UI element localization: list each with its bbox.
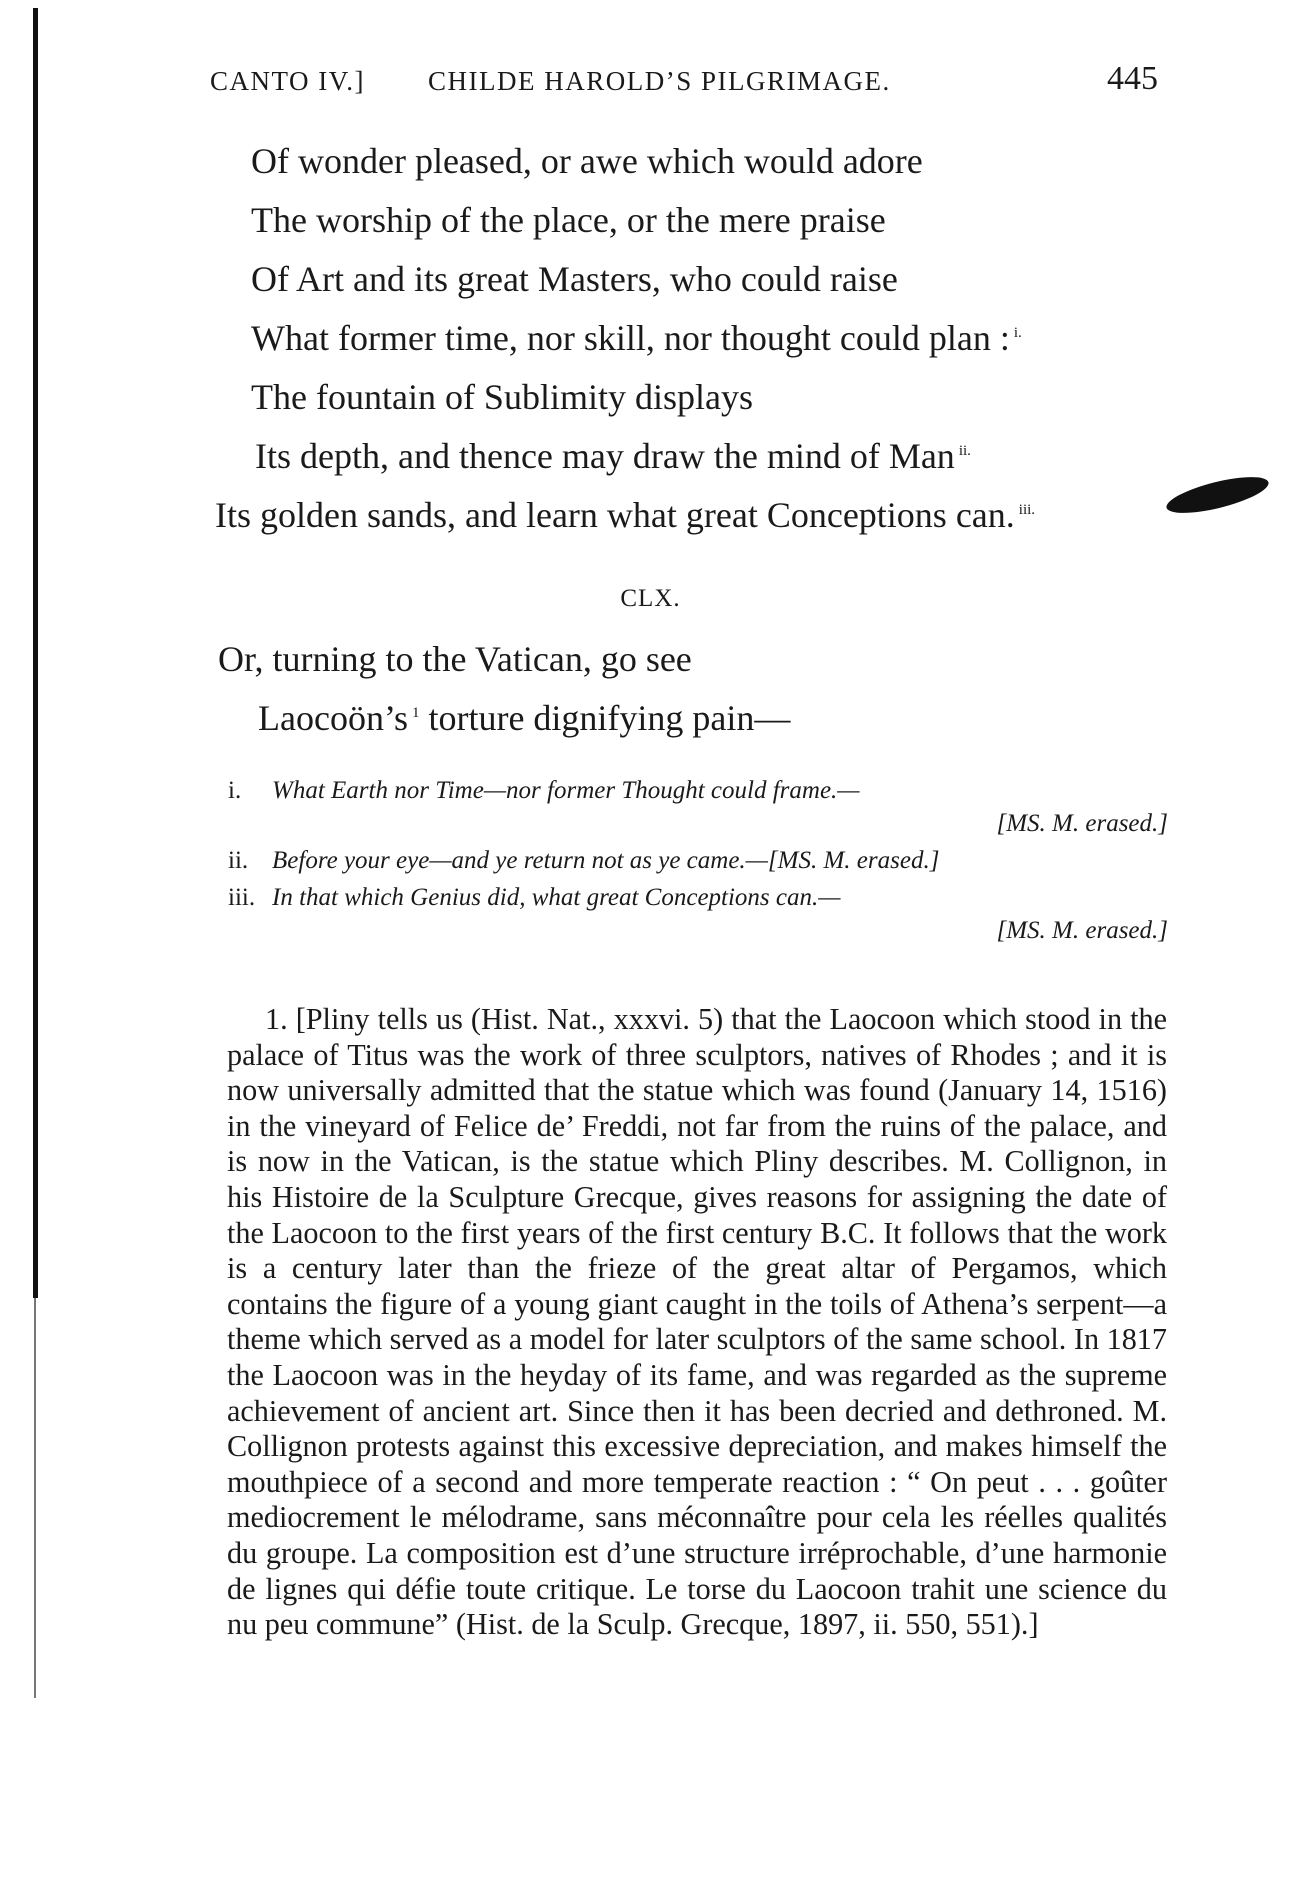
verse-line: Of Art and its great Masters, who could raise xyxy=(251,259,898,299)
verse-line: Its golden sands, and learn what great Conceptions can. $^{iii.}$ xyxy=(215,495,1036,535)
variant-mark: iii. xyxy=(1018,502,1036,518)
verse-line: Laocoön’s $^1$ torture dignifying pain— xyxy=(258,698,791,738)
verse-line: Or, turning to the Vatican, go see xyxy=(218,639,692,679)
footnote-text: 1. [Pliny tells us (Hist. Nat., xxxvi. 5) that the Laocoon which stood in the palace of Titus was the work of three sculptors, natives of Rhodes ; and it is now universally admitted that the statue which was found (January 14, 1516) in the vineyard of Felice de’ Freddi, not far from the ruins of the palace, and is now in the Vatican, is the statue which Pliny describes. M. Collignon, in his Histoire de la Sculpture Grecque, gives reasons for assigning the date of the Laocoon to the first years of the first century B.C. It follows that the work is a century later than the frieze of the great altar of Pergamos, which contains the figure of a young giant caught in the toils of Athena’s serpent—a theme which served as a model for later sculptors of the same school. In 1817 the Laocoon was in the heyday of its fame, and was regarded as the supreme achievement of ancient art. Since then it has been decried and dethroned. M. Collignon protests against this excessive depreciation, and makes himself the mouthpiece of a second and more temperate reaction : “ On peut . . . goûter mediocrement le mélodrame, sans méconnaître pour cela les réelles qualités du groupe. La composition est d’une structure irréprochable, d’une harmonie de lignes qui défie toute critique. Le torse du Laocoon trahit une science du nu peu commune” (Hist. de la Sculp. Grecque, 1897, ii. 550, 551).] xyxy=(227,1002,1167,1642)
variant-source: [MS. M. erased.] xyxy=(996,810,1168,837)
variant-source: [MS. M. erased.] xyxy=(996,917,1168,944)
binding-edge xyxy=(33,8,38,1298)
stanza-number: CLX. xyxy=(620,585,681,612)
footnote-mark: 1 xyxy=(411,705,420,721)
verse-line: What former time, nor skill, nor thought could plan : $^{i.}$ xyxy=(251,318,1022,358)
binding-edge-lower xyxy=(34,1298,36,1698)
variant-mark: ii. xyxy=(958,443,971,459)
verse-line: The worship of the place, or the mere praise xyxy=(251,200,886,240)
header-canto: CANTO IV.] xyxy=(210,66,366,96)
footnote xyxy=(227,1002,1167,1643)
verse-line: Its depth, and thence may draw the mind of Man $^{ii.}$ xyxy=(255,436,971,476)
verse-line: Of wonder pleased, or awe which would adore xyxy=(251,141,923,181)
ink-smudge xyxy=(1163,470,1271,521)
header-title: CHILDE HAROLD’S PILGRIMAGE. xyxy=(428,66,891,96)
variant-reading: ii. Before your eye—and ye return not as ye came.—[MS. M. erased.] xyxy=(228,847,940,874)
page-number: 445 xyxy=(1107,60,1158,97)
variant-mark: i. xyxy=(1013,325,1022,341)
variant-reading: i. What Earth nor Time—nor former Thought could frame.— xyxy=(228,777,860,804)
variant-reading: iii. In that which Genius did, what great Conceptions can.— xyxy=(228,884,841,911)
running-header xyxy=(210,60,1158,110)
verse-line: The fountain of Sublimity displays xyxy=(251,377,753,417)
